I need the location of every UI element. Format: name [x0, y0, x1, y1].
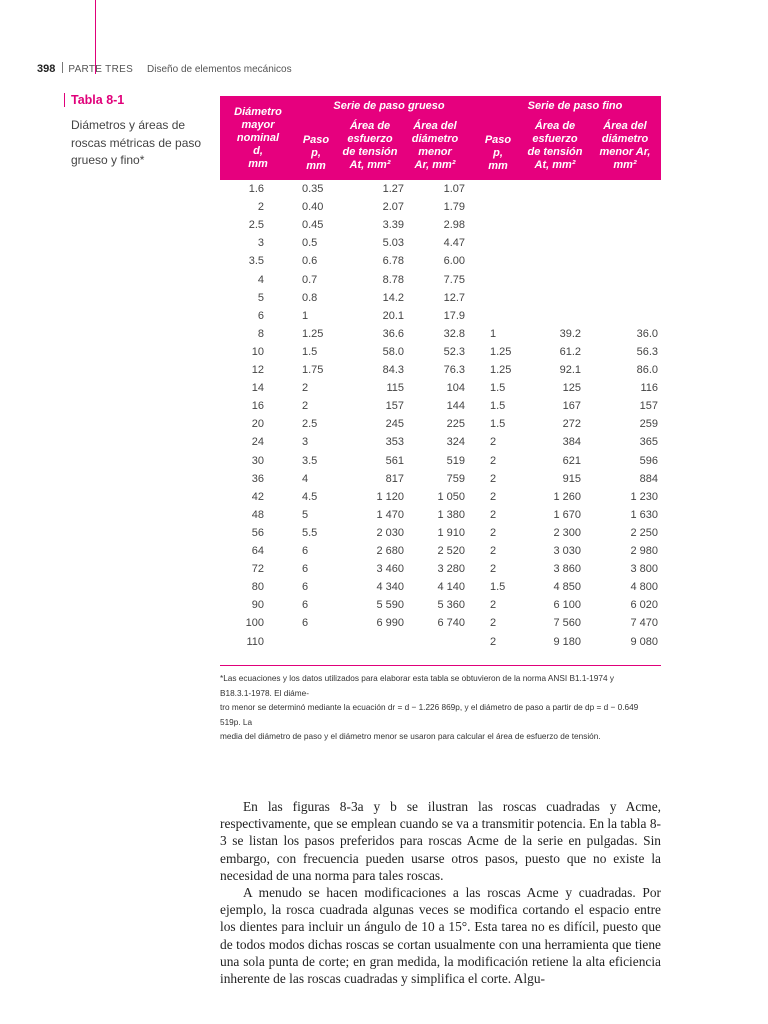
cell-pitch: 1.25	[302, 327, 324, 340]
table-row	[220, 400, 661, 418]
cell-pitch: 3.5	[302, 454, 318, 467]
cell-stress-area: 157	[385, 400, 404, 413]
cell-stress-area-fine: 272	[562, 418, 581, 431]
table-caption-text: Diámetros y áreas de roscas métricas de paso grueso y fino*	[71, 118, 202, 167]
cell-minor-area-fine: 116	[640, 382, 658, 395]
header-col-minor-area-fine	[591, 120, 659, 172]
table-row	[220, 201, 661, 219]
table-caption	[64, 93, 210, 170]
cell-minor-area-fine: 36.0	[636, 327, 658, 340]
table-row	[220, 599, 661, 617]
cell-diameter: 100	[245, 617, 264, 630]
header-part: PARTE TRES	[68, 64, 134, 75]
cell-pitch-fine: 2	[490, 508, 497, 521]
cell-minor-area: 1 380	[437, 508, 465, 521]
body-text	[220, 798, 661, 987]
cell-minor-area-fine: 7 470	[630, 617, 658, 630]
cell-diameter: 6	[257, 309, 264, 322]
header-line: de tensión	[342, 146, 398, 158]
cell-diameter: 90	[251, 599, 264, 612]
cell-minor-area: 6 740	[437, 617, 465, 630]
cell-pitch: 0.5	[302, 237, 318, 250]
table-row	[220, 346, 661, 364]
cell-pitch-fine: 2	[490, 490, 497, 503]
cell-minor-area: 6.00	[443, 255, 465, 268]
cell-pitch-fine: 2	[490, 526, 497, 539]
cell-diameter: 3.5	[248, 255, 264, 268]
table-row	[220, 237, 661, 255]
header-line: esfuerzo	[347, 133, 393, 145]
cell-pitch: 4	[302, 472, 309, 485]
cell-diameter: 42	[251, 490, 264, 503]
cell-diameter: 3	[257, 237, 264, 250]
cell-diameter: 8	[257, 327, 264, 340]
cell-diameter: 36	[251, 472, 264, 485]
cell-minor-area: 12.7	[443, 291, 465, 304]
cell-diameter: 80	[251, 581, 264, 594]
header-line: mm	[306, 160, 326, 172]
header-line: At, mm²	[534, 159, 576, 171]
table-row	[220, 418, 661, 436]
cell-pitch: 5	[302, 508, 309, 521]
page-number: 398	[37, 63, 56, 75]
header-line: p,	[493, 147, 503, 159]
footnote-line: tro menor se determinó mediante la ecuación dr = d − 1.226 869p, y el diámetro de paso a partir de dp = d − 0.649 519p. La	[220, 702, 639, 727]
cell-pitch: 6	[302, 563, 309, 576]
cell-stress-area: 2 680	[376, 545, 404, 557]
cell-pitch: 2.5	[302, 418, 318, 431]
cell-minor-area-fine: 86.0	[636, 364, 658, 376]
cell-minor-area-fine: 6 020	[630, 599, 658, 612]
cell-stress-area-fine: 61.2	[559, 345, 581, 358]
header-line: Área de	[534, 120, 576, 132]
cell-pitch-fine: 1.5	[490, 418, 506, 431]
cell-stress-area-fine: 125	[562, 382, 581, 395]
cell-diameter: 5	[257, 291, 264, 304]
cell-stress-area-fine: 1 260	[553, 490, 581, 503]
cell-minor-area: 2.98	[443, 219, 465, 232]
header-line: Área de	[349, 120, 391, 132]
cell-stress-area-fine: 621	[562, 454, 581, 467]
cell-minor-area: 144	[446, 400, 465, 413]
table-row	[220, 636, 661, 654]
header-group-coarse: Serie de paso grueso	[333, 100, 445, 112]
table-row	[220, 274, 661, 292]
table-row	[220, 473, 661, 491]
cell-stress-area: 245	[385, 418, 404, 431]
header-line: mayor	[241, 119, 275, 131]
cell-minor-area: 324	[446, 436, 465, 449]
header-line: Diámetro	[234, 106, 282, 118]
cell-diameter: 24	[251, 436, 264, 449]
table-row	[220, 364, 661, 382]
table-row	[220, 527, 661, 545]
cell-stress-area-fine: 39.2	[559, 327, 581, 340]
table-row	[220, 328, 661, 346]
footnote-line: *Las ecuaciones y los datos utilizados para elaborar esta tabla se obtuvieron de la norma ANSI B1.1-1974 y B18.3.1-1978. El diáme-	[220, 673, 614, 698]
cell-stress-area: 20.1	[382, 309, 404, 322]
cell-stress-area-fine: 167	[562, 400, 581, 413]
cell-diameter: 110	[246, 635, 264, 648]
header-line: diámetro	[601, 133, 649, 145]
table-row	[220, 545, 661, 563]
cell-stress-area: 3.39	[382, 219, 404, 232]
header-col-stress-area	[336, 120, 404, 172]
header-line: d,	[253, 145, 263, 157]
cell-minor-area-fine: 365	[639, 436, 658, 449]
cell-minor-area: 32.8	[443, 327, 465, 340]
header-chapter: Diseño de elementos mecánicos	[147, 64, 292, 75]
cell-pitch-fine: 2	[490, 635, 497, 648]
cell-stress-area: 1 470	[376, 508, 404, 521]
cell-diameter: 12	[251, 364, 264, 376]
cell-pitch: 2	[302, 382, 309, 395]
cell-stress-area: 8.78	[382, 273, 404, 286]
header-line: mm	[248, 158, 268, 170]
cell-pitch: 5.5	[302, 526, 318, 539]
header-line: menor Ar,	[599, 146, 651, 158]
cell-stress-area: 36.6	[382, 327, 404, 340]
cell-stress-area-fine: 4 850	[553, 581, 581, 594]
cell-stress-area: 4 340	[376, 581, 404, 594]
header-line: p,	[311, 147, 321, 159]
cell-stress-area: 5.03	[382, 237, 404, 250]
cell-minor-area: 7.75	[443, 273, 465, 286]
cell-stress-area-fine: 92.1	[559, 364, 581, 376]
cell-diameter: 20	[251, 418, 264, 431]
cell-minor-area: 1.79	[443, 201, 465, 214]
header-col-pitch	[299, 134, 333, 173]
cell-stress-area-fine: 2 300	[553, 526, 581, 539]
cell-minor-area-fine: 1 630	[630, 508, 658, 521]
cell-pitch-fine: 2	[490, 436, 497, 449]
cell-diameter: 2	[257, 201, 264, 214]
cell-stress-area-fine: 6 100	[553, 599, 581, 612]
cell-minor-area-fine: 3 800	[630, 563, 658, 576]
table-header	[220, 96, 661, 180]
table-caption-title: Tabla 8-1	[64, 93, 210, 107]
table-row	[220, 509, 661, 527]
footnote-line: media del diámetro de paso y el diámetro menor se usaron para calcular el área de esfuerzo de tensión.	[220, 731, 601, 741]
cell-pitch: 1	[302, 309, 309, 322]
cell-diameter: 14	[251, 382, 264, 395]
cell-stress-area: 6 990	[376, 617, 404, 630]
cell-minor-area: 52.3	[443, 345, 465, 358]
cell-stress-area: 2 030	[376, 526, 404, 539]
cell-pitch-fine: 2	[490, 563, 497, 576]
cell-stress-area: 817	[385, 472, 404, 485]
cell-diameter: 48	[251, 508, 264, 521]
header-divider	[62, 62, 63, 73]
table-row	[220, 183, 661, 201]
cell-pitch-fine: 1.5	[490, 382, 506, 395]
cell-stress-area: 1.27	[382, 183, 404, 195]
header-line: Área del	[603, 120, 647, 132]
table-row	[220, 310, 661, 328]
cell-diameter: 64	[251, 545, 264, 557]
header-line: mm²	[613, 159, 637, 171]
table-row	[220, 581, 661, 599]
cell-minor-area: 104	[446, 382, 465, 395]
cell-minor-area-fine: 259	[639, 418, 658, 431]
cell-pitch-fine: 2	[490, 454, 497, 467]
header-col-stress-area-fine	[518, 120, 592, 172]
cell-stress-area: 14.2	[382, 291, 404, 304]
cell-diameter: 1.6	[248, 183, 264, 195]
cell-minor-area-fine: 4 800	[630, 581, 658, 594]
cell-stress-area: 561	[385, 454, 404, 467]
header-col-pitch-fine	[481, 134, 515, 173]
cell-stress-area: 353	[385, 436, 404, 449]
cell-stress-area: 2.07	[382, 201, 404, 214]
cell-pitch-fine: 1	[490, 327, 497, 340]
cell-pitch: 6	[302, 545, 309, 557]
cell-minor-area: 2 520	[437, 545, 465, 557]
cell-minor-area-fine: 1 230	[630, 490, 658, 503]
cell-pitch-fine: 1.5	[490, 400, 506, 413]
cell-pitch: 0.6	[302, 255, 318, 268]
cell-diameter: 56	[251, 526, 264, 539]
cell-diameter: 16	[251, 400, 264, 413]
cell-pitch: 6	[302, 581, 309, 594]
cell-stress-area: 115	[386, 382, 404, 395]
header-line: At, mm²	[349, 159, 391, 171]
cell-stress-area: 1 120	[376, 490, 404, 503]
table-row	[220, 617, 661, 635]
cell-minor-area-fine: 596	[639, 454, 658, 467]
header-col-diameter	[220, 106, 296, 171]
table-row	[220, 382, 661, 400]
cell-pitch-fine: 2	[490, 617, 497, 630]
table-row	[220, 292, 661, 310]
cell-diameter: 72	[251, 563, 264, 576]
cell-minor-area-fine: 884	[639, 472, 658, 485]
cell-stress-area-fine: 9 180	[553, 635, 581, 648]
running-header	[37, 62, 292, 75]
cell-minor-area-fine: 9 080	[630, 635, 658, 648]
paragraph: En las figuras 8-3a y b se ilustran las roscas cuadradas y Acme, respectivamente, que se emplean cuando se va a transmitir potencia. En la tabla 8-3 se listan los pasos preferidos para roscas Acme de la serie en pulgadas. Sin embargo, con frecuencia pueden usarse otros pasos, puesto que no existe la necesidad de una norma para tales roscas.	[220, 799, 661, 883]
cell-minor-area-fine: 2 250	[630, 526, 658, 539]
cell-pitch: 6	[302, 617, 309, 630]
cell-minor-area: 759	[446, 472, 465, 485]
cell-minor-area-fine: 2 980	[630, 545, 658, 557]
cell-stress-area-fine: 1 670	[553, 508, 581, 521]
cell-pitch: 0.7	[302, 273, 318, 286]
cell-pitch: 6	[302, 599, 309, 612]
header-line: esfuerzo	[532, 133, 578, 145]
cell-minor-area: 17.9	[443, 309, 465, 322]
cell-pitch: 1.75	[302, 364, 324, 376]
cell-stress-area: 3 460	[376, 563, 404, 576]
cell-stress-area: 84.3	[382, 364, 404, 376]
cell-pitch: 1.5	[302, 345, 318, 358]
cell-stress-area-fine: 3 860	[553, 563, 581, 576]
cell-pitch: 4.5	[302, 490, 318, 503]
cell-pitch-fine: 1.25	[490, 364, 512, 376]
cell-pitch: 2	[302, 400, 309, 413]
table-row	[220, 219, 661, 237]
cell-pitch: 0.8	[302, 291, 318, 304]
table-row	[220, 563, 661, 581]
table-row	[220, 436, 661, 454]
header-col-minor-area	[403, 120, 467, 172]
cell-stress-area-fine: 3 030	[553, 545, 581, 557]
cell-pitch-fine: 1.25	[490, 345, 512, 358]
cell-pitch: 0.45	[302, 219, 324, 232]
header-line: de tensión	[527, 146, 583, 158]
cell-minor-area: 225	[446, 418, 465, 431]
cell-minor-area-fine: 157	[639, 400, 658, 413]
header-line: Área del	[413, 120, 457, 132]
header-group-fine: Serie de paso fino	[527, 100, 623, 112]
cell-diameter: 2.5	[248, 219, 264, 232]
cell-stress-area-fine: 7 560	[553, 617, 581, 630]
header-line: Paso	[484, 134, 512, 146]
cell-pitch: 0.35	[302, 183, 324, 195]
header-line: Ar, mm²	[414, 159, 456, 171]
cell-minor-area: 1 910	[437, 526, 465, 539]
cell-stress-area-fine: 384	[562, 436, 581, 449]
cell-stress-area: 6.78	[382, 255, 404, 268]
header-line: Paso	[302, 134, 330, 146]
table-row	[220, 491, 661, 509]
cell-minor-area: 4.47	[443, 237, 465, 250]
cell-diameter: 4	[257, 273, 264, 286]
paragraph: A menudo se hacen modificaciones a las roscas Acme y cuadradas. Por ejemplo, la rosca cuadrada algunas veces se modifica cortando el espacio entre los dientes para incluir un ángulo de 10 a 15°. Esta tarea no es difícil, puesto que de todos modos dichas roscas se cortan usualmente con una herramienta que tiene una sola punta de corte; en gran medida, la modificación retiene la alta eficiencia inherente de las roscas cuadradas y simplifica el corte. Algu-	[220, 885, 661, 987]
table-footnote	[220, 671, 643, 744]
cell-pitch-fine: 2	[490, 599, 497, 612]
cell-minor-area: 5 360	[437, 599, 465, 612]
cell-stress-area-fine: 915	[562, 472, 581, 485]
header-line: diámetro	[411, 133, 459, 145]
cell-pitch: 3	[302, 436, 309, 449]
cell-minor-area: 519	[446, 454, 465, 467]
cell-stress-area: 58.0	[382, 345, 404, 358]
cell-minor-area: 1.07	[443, 183, 465, 195]
cell-minor-area: 76.3	[443, 364, 465, 376]
cell-pitch-fine: 2	[490, 545, 497, 557]
header-line: menor	[418, 146, 452, 158]
cell-diameter: 10	[251, 345, 264, 358]
cell-minor-area: 4 140	[437, 581, 465, 594]
cell-diameter: 30	[251, 454, 264, 467]
cell-minor-area-fine: 56.3	[636, 345, 658, 358]
table-row	[220, 255, 661, 273]
header-line: mm	[488, 160, 508, 172]
cell-pitch-fine: 1.5	[490, 581, 506, 594]
footnote-rule	[220, 665, 661, 666]
table-row	[220, 455, 661, 473]
cell-pitch-fine: 2	[490, 472, 497, 485]
cell-pitch: 0.40	[302, 201, 324, 214]
cell-minor-area: 3 280	[437, 563, 465, 576]
cell-stress-area: 5 590	[376, 599, 404, 612]
cell-minor-area: 1 050	[437, 490, 465, 503]
header-line: nominal	[236, 132, 280, 144]
